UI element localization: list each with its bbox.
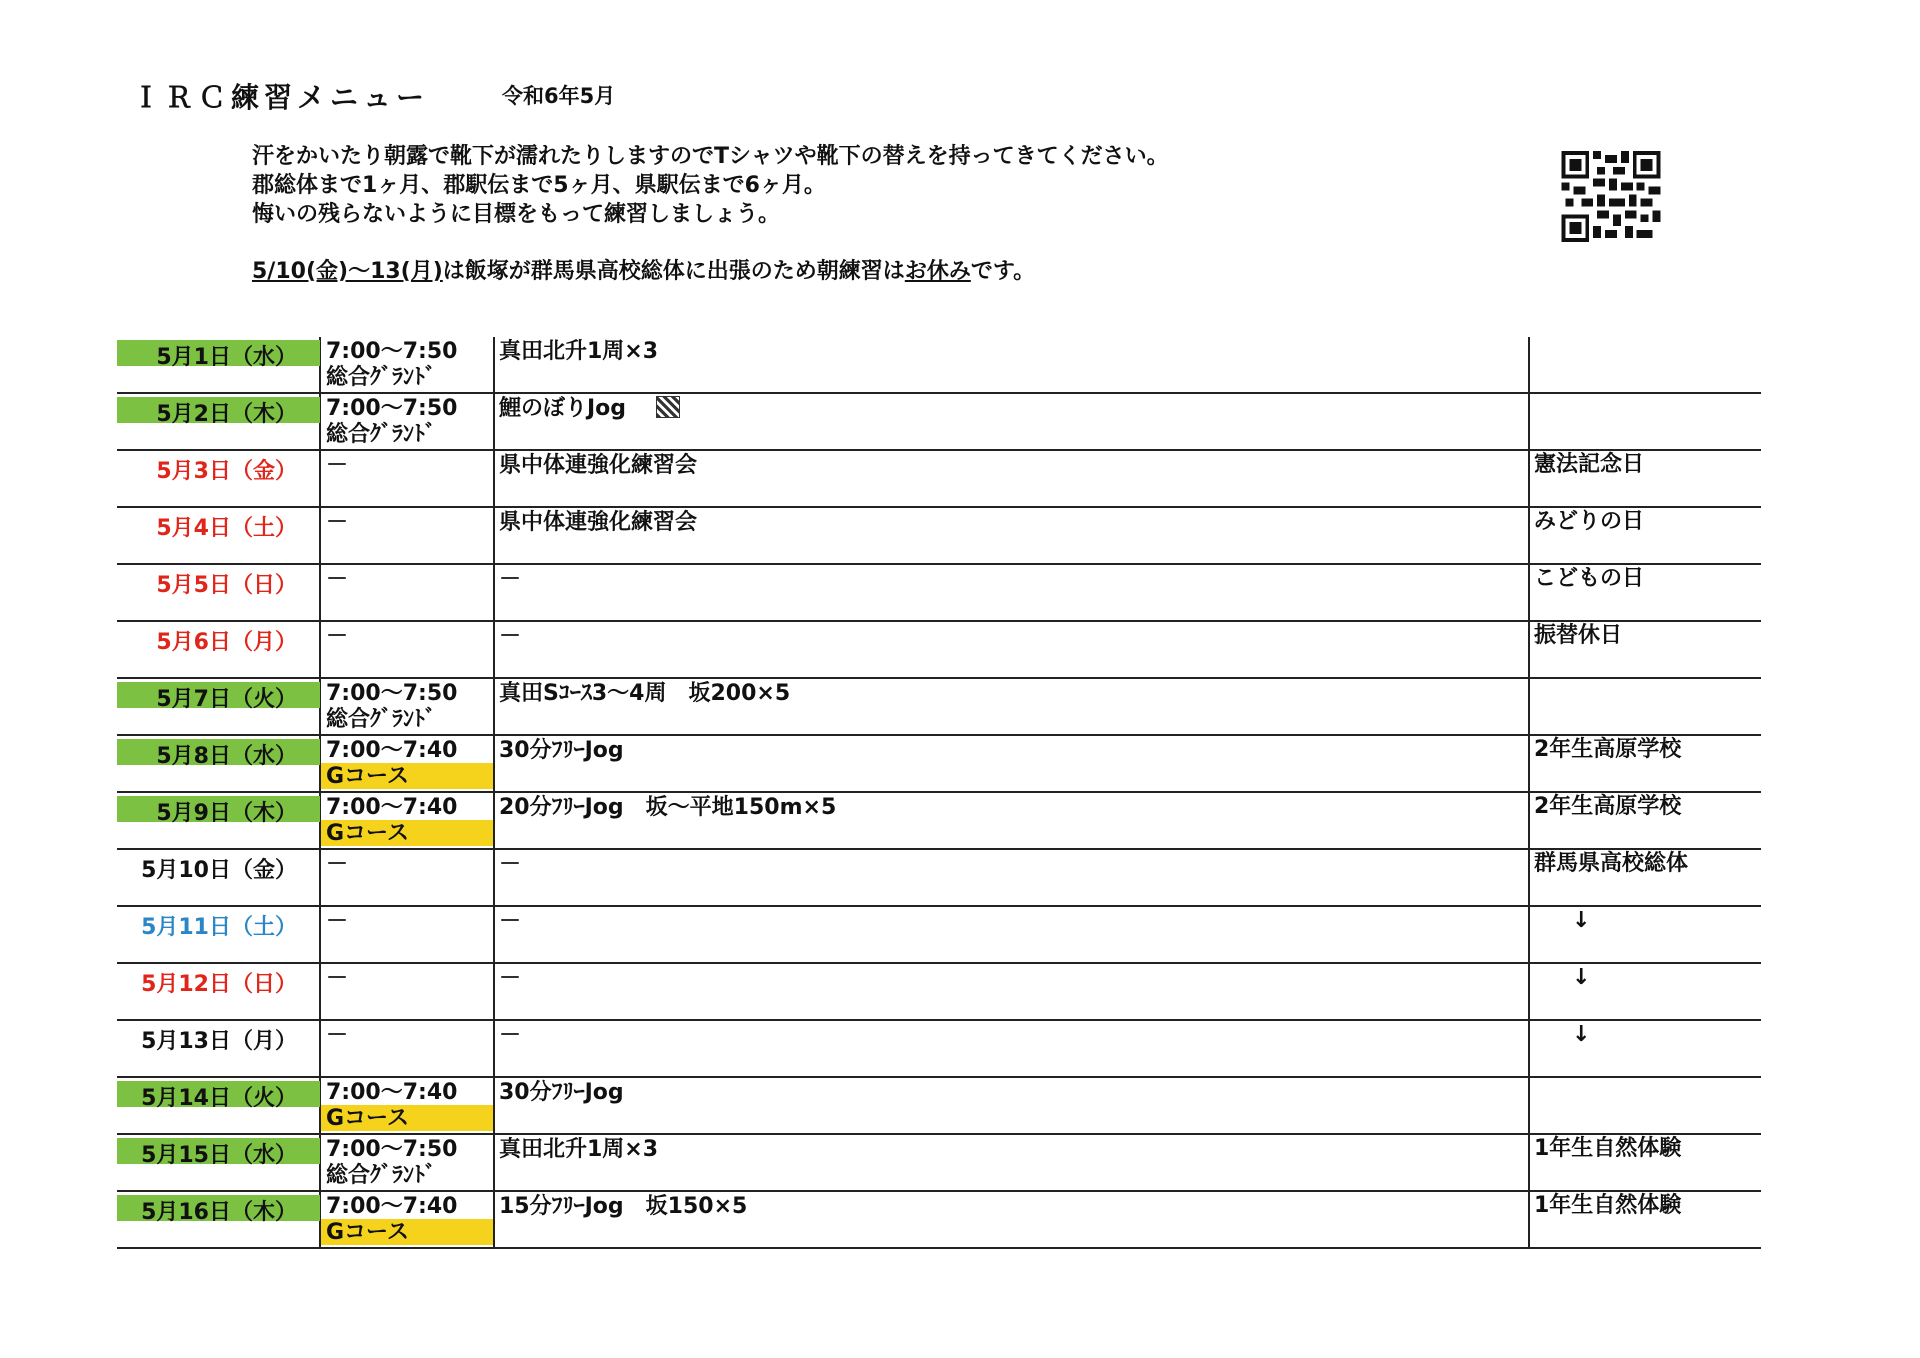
note-cell <box>1529 963 1761 1020</box>
practice-schedule-table <box>117 337 1761 1249</box>
date-label: 5月9日（木） <box>156 801 297 826</box>
place-label <box>321 877 493 903</box>
menu-label: － <box>499 1023 522 1048</box>
time-label: 7:00～7:50 <box>326 1137 458 1162</box>
note-label: 憲法記念日 <box>1534 452 1645 477</box>
note-cell <box>1529 906 1761 963</box>
note-cell <box>1529 393 1761 450</box>
place-label <box>321 1048 493 1074</box>
date-cell <box>117 450 320 507</box>
menu-cell <box>494 963 1529 1020</box>
date-label: 5月8日（水） <box>156 744 297 769</box>
schedule-row <box>117 1020 1761 1077</box>
time-cell <box>320 337 494 393</box>
date-label: 5月1日（水） <box>156 345 297 370</box>
place-label: 総合ｸﾞﾗﾝﾄﾞ <box>326 1163 437 1188</box>
rest-period: 5/10(金)～13(月) <box>252 259 443 284</box>
date-label: 5月4日（土） <box>156 516 297 541</box>
place-label <box>321 535 493 561</box>
menu-label: 真田北升1周×3 <box>499 1137 659 1162</box>
time-cell <box>320 678 494 735</box>
date-cell <box>117 621 320 678</box>
note-cell <box>1529 507 1761 564</box>
menu-label: 30分ﾌﾘｰJog <box>499 738 624 763</box>
date-cell <box>117 1020 320 1077</box>
place-label <box>321 934 493 960</box>
date-label: 5月7日（火） <box>156 687 297 712</box>
place-label: Gコース <box>321 1219 493 1245</box>
menu-label: 県中体連強化練習会 <box>499 453 698 478</box>
date-label: 5月2日（木） <box>156 402 297 427</box>
time-cell <box>320 735 494 792</box>
time-cell <box>320 564 494 621</box>
time-label: 7:00～7:50 <box>326 681 458 706</box>
date-cell <box>117 393 320 450</box>
continue-arrow: ↓ <box>1572 908 1591 933</box>
place-label: 総合ｸﾞﾗﾝﾄﾞ <box>326 707 437 732</box>
rest-suffix: です。 <box>970 259 1036 284</box>
rest-notice <box>252 254 1035 285</box>
schedule-row <box>117 792 1761 849</box>
place-label <box>321 592 493 618</box>
menu-label: 15分ﾌﾘｰJog 坂150×5 <box>499 1194 748 1219</box>
menu-cell <box>494 849 1529 906</box>
note-cell <box>1529 1191 1761 1248</box>
note-label: 2年生高原学校 <box>1534 794 1682 819</box>
schedule-row <box>117 1191 1761 1248</box>
place-label: Gコース <box>321 1105 493 1131</box>
schedule-row <box>117 1134 1761 1191</box>
time-label: 7:00～7:40 <box>326 1194 458 1219</box>
time-label: － <box>326 1023 349 1048</box>
schedule-row <box>117 507 1761 564</box>
menu-label: 真田Sｺｰｽ3～4周 坂200×5 <box>499 681 791 706</box>
menu-cell <box>494 792 1529 849</box>
schedule-row <box>117 564 1761 621</box>
note-cell <box>1529 337 1761 393</box>
date-label: 5月6日（月） <box>156 630 297 655</box>
intro-line-3: 悔いの残らないように目標をもって練習しましょう。 <box>252 202 781 227</box>
time-label: 7:00～7:40 <box>326 738 458 763</box>
menu-label: 鯉のぼりJog <box>499 396 627 421</box>
date-cell <box>117 735 320 792</box>
rest-word: お休み <box>904 259 971 284</box>
time-label: － <box>326 909 349 934</box>
rest-reason: は飯塚が群馬県高校総体に出張のため朝練習は <box>442 259 905 284</box>
time-label: － <box>326 510 349 535</box>
place-label <box>321 478 493 504</box>
time-label: 7:00～7:50 <box>326 396 458 421</box>
note-cell <box>1529 450 1761 507</box>
intro-text <box>252 142 1169 229</box>
time-label: 7:00～7:40 <box>326 795 458 820</box>
menu-cell <box>494 621 1529 678</box>
menu-label: － <box>499 624 522 649</box>
time-cell <box>320 849 494 906</box>
menu-label: 真田北升1周×3 <box>499 339 659 364</box>
time-label: 7:00～7:50 <box>326 339 458 364</box>
date-label: 5月12日（日） <box>141 972 297 997</box>
date-cell <box>117 1077 320 1134</box>
note-cell <box>1529 564 1761 621</box>
note-cell <box>1529 678 1761 735</box>
note-cell <box>1529 1077 1761 1134</box>
menu-label: 20分ﾌﾘｰJog 坂～平地150m×5 <box>499 795 837 820</box>
date-label: 5月14日（火） <box>141 1086 297 1111</box>
time-label: － <box>326 966 349 991</box>
menu-cell <box>494 393 1529 450</box>
continue-arrow: ↓ <box>1572 965 1591 990</box>
time-label: 7:00～7:40 <box>326 1080 458 1105</box>
place-label <box>321 991 493 1017</box>
menu-cell <box>494 1077 1529 1134</box>
place-label: 総合ｸﾞﾗﾝﾄﾞ <box>326 365 437 390</box>
schedule-row <box>117 678 1761 735</box>
date-label: 5月13日（月） <box>141 1029 297 1054</box>
menu-cell <box>494 450 1529 507</box>
time-cell <box>320 1020 494 1077</box>
menu-cell <box>494 1134 1529 1191</box>
note-label: こどもの日 <box>1534 566 1645 591</box>
schedule-row <box>117 621 1761 678</box>
koinobori-icon <box>656 396 680 418</box>
time-cell <box>320 393 494 450</box>
note-label: みどりの日 <box>1534 509 1645 534</box>
time-label: － <box>326 624 349 649</box>
note-label: 2年生高原学校 <box>1534 737 1682 762</box>
time-cell <box>320 507 494 564</box>
time-label: － <box>326 453 349 478</box>
menu-cell <box>494 1020 1529 1077</box>
place-label: Gコース <box>321 820 493 846</box>
date-label: 5月10日（金） <box>141 858 297 883</box>
note-cell <box>1529 621 1761 678</box>
time-cell <box>320 906 494 963</box>
time-cell <box>320 621 494 678</box>
continue-arrow: ↓ <box>1572 1022 1591 1047</box>
note-cell <box>1529 1020 1761 1077</box>
intro-line-1: 汗をかいたり朝露で靴下が濡れたりしますのでTシャツや靴下の替えを持ってきてください。 <box>252 144 1169 169</box>
place-label: 総合ｸﾞﾗﾝﾄﾞ <box>326 422 437 447</box>
menu-label: － <box>499 567 522 592</box>
date-cell <box>117 564 320 621</box>
date-label: 5月5日（日） <box>156 573 297 598</box>
menu-cell <box>494 1191 1529 1248</box>
time-label: － <box>326 567 349 592</box>
time-cell <box>320 1191 494 1248</box>
schedule-row <box>117 450 1761 507</box>
schedule-row <box>117 849 1761 906</box>
note-label: 1年生自然体験 <box>1534 1136 1682 1161</box>
place-label: Gコース <box>321 763 493 789</box>
menu-cell <box>494 735 1529 792</box>
qr-code-icon <box>1561 151 1661 242</box>
date-cell <box>117 906 320 963</box>
schedule-row <box>117 735 1761 792</box>
date-label: 5月11日（土） <box>141 915 297 940</box>
menu-cell <box>494 337 1529 393</box>
menu-cell <box>494 678 1529 735</box>
date-label: 5月15日（水） <box>141 1143 297 1168</box>
date-label: 5月3日（金） <box>156 459 297 484</box>
date-cell <box>117 849 320 906</box>
date-cell <box>117 507 320 564</box>
schedule-row <box>117 337 1761 393</box>
date-cell <box>117 1134 320 1191</box>
date-cell <box>117 337 320 393</box>
menu-cell <box>494 906 1529 963</box>
page-title: ＩＲＣ練習メニュー <box>132 81 430 114</box>
menu-cell <box>494 564 1529 621</box>
place-label <box>321 649 493 675</box>
date-cell <box>117 792 320 849</box>
time-cell <box>320 792 494 849</box>
schedule-row <box>117 963 1761 1020</box>
menu-label: 県中体連強化練習会 <box>499 510 698 535</box>
note-label: 群馬県高校総体 <box>1534 851 1689 876</box>
menu-label: － <box>499 966 522 991</box>
schedule-row <box>117 393 1761 450</box>
date-cell <box>117 963 320 1020</box>
note-label: 振替休日 <box>1534 623 1623 648</box>
date-cell <box>117 678 320 735</box>
menu-label: － <box>499 909 522 934</box>
time-cell <box>320 450 494 507</box>
note-cell <box>1529 1134 1761 1191</box>
date-cell <box>117 1191 320 1248</box>
time-label: － <box>326 852 349 877</box>
note-cell <box>1529 792 1761 849</box>
note-cell <box>1529 735 1761 792</box>
menu-label: － <box>499 852 522 877</box>
time-cell <box>320 963 494 1020</box>
time-cell <box>320 1134 494 1191</box>
menu-label: 30分ﾌﾘｰJog <box>499 1080 624 1105</box>
note-cell <box>1529 849 1761 906</box>
intro-line-2: 郡総体まで1ヶ月、郡駅伝まで5ヶ月、県駅伝まで6ヶ月。 <box>252 173 826 198</box>
month-label: 令和6年5月 <box>502 84 616 108</box>
menu-cell <box>494 507 1529 564</box>
schedule-row <box>117 906 1761 963</box>
note-label: 1年生自然体験 <box>1534 1193 1682 1218</box>
schedule-row <box>117 1077 1761 1134</box>
time-cell <box>320 1077 494 1134</box>
date-label: 5月16日（木） <box>141 1200 297 1225</box>
